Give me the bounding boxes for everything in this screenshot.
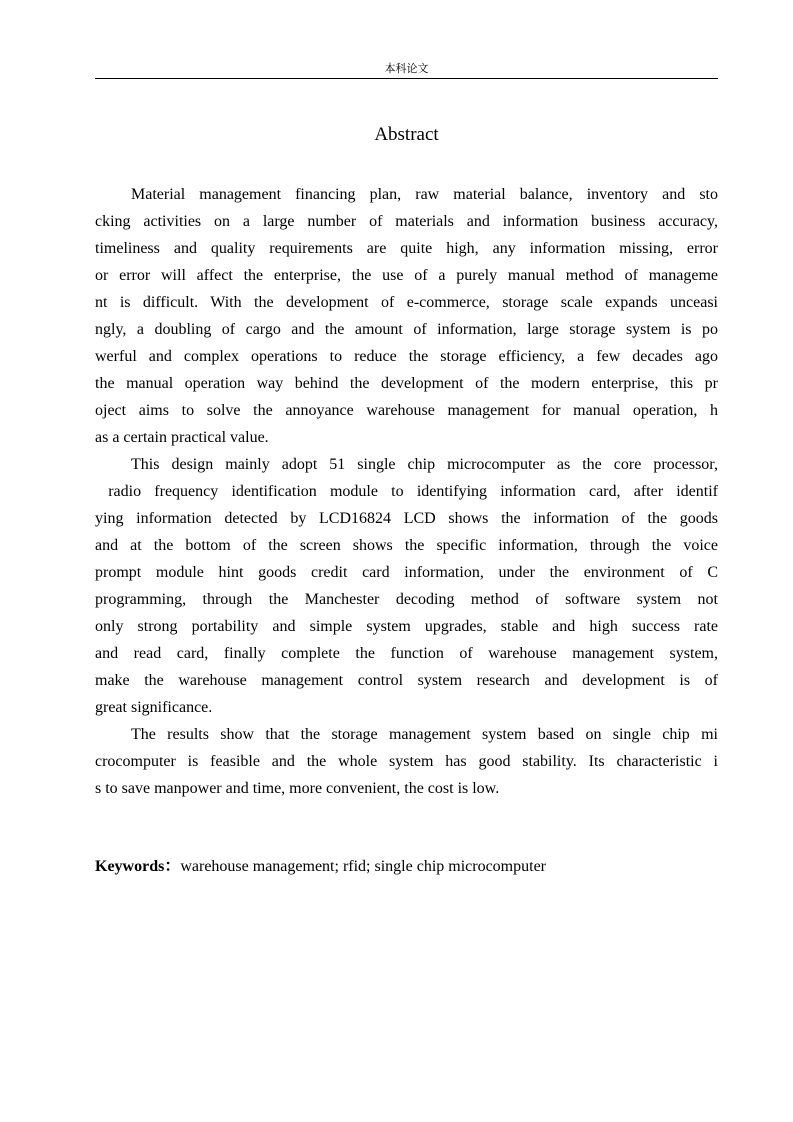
text-line: s to save manpower and time, more convenient, the cost is low.: [95, 780, 500, 797]
text-line: the manual operation way behind the development of the modern enterprise, this pr: [95, 375, 718, 392]
keywords-line: [95, 853, 718, 880]
text-line: only strong portability and simple system upgrades, stable and high success rate: [95, 618, 718, 635]
text-line: cking activities on a large number of materials and information business accuracy,: [95, 213, 718, 230]
text-line: The results show that the storage management system based on single chip mi: [131, 726, 718, 743]
text-line: prompt module hint goods credit card information, under the environment of C: [95, 564, 718, 581]
text-line: ngly, a doubling of cargo and the amount of information, large storage system is po: [95, 321, 718, 338]
text-line: This design mainly adopt 51 single chip microcomputer as the core processor,: [131, 456, 718, 473]
text-line: werful and complex operations to reduce the storage efficiency, a few decades ago: [95, 348, 718, 365]
text-line: nt is difficult. With the development of e-commerce, storage scale expands unceasi: [95, 294, 718, 311]
keywords-text: warehouse management; rfid; single chip microcomputer: [180, 858, 546, 875]
text-line: Material management financing plan, raw material balance, inventory and sto: [131, 186, 718, 203]
page-title: Abstract: [374, 124, 439, 145]
text-line: ying information detected by LCD16824 LCD shows the information of the goods: [95, 510, 718, 527]
abstract-body: [95, 181, 718, 802]
text-line: and at the bottom of the screen shows the specific information, through the voice: [95, 537, 718, 554]
text-line: crocomputer is feasible and the whole system has good stability. Its characteristic i: [95, 753, 718, 770]
paragraph-1: [95, 181, 718, 451]
running-header: 本科论文: [384, 62, 429, 75]
text-line: make the warehouse management control system research and development is of: [95, 672, 718, 689]
paragraph-3: [95, 721, 718, 802]
text-line: oject aims to solve the annoyance warehouse management for manual operation, h: [95, 402, 718, 419]
text-line: programming, through the Manchester decoding method of software system not: [95, 591, 718, 608]
text-line: great significance.: [95, 699, 213, 716]
keywords-label: Keywords：: [95, 858, 181, 875]
text-line: radio frequency identification module to identifying information card, after identif: [95, 483, 718, 500]
text-line: or error will affect the enterprise, the use of a purely manual method of manageme: [95, 267, 718, 284]
text-line: as a certain practical value.: [95, 429, 269, 446]
text-line: and read card, finally complete the function of warehouse management system,: [95, 645, 718, 662]
text-line: timeliness and quality requirements are quite high, any information missing, error: [95, 240, 718, 257]
paragraph-2: [95, 451, 718, 721]
header-rule: [95, 78, 718, 79]
